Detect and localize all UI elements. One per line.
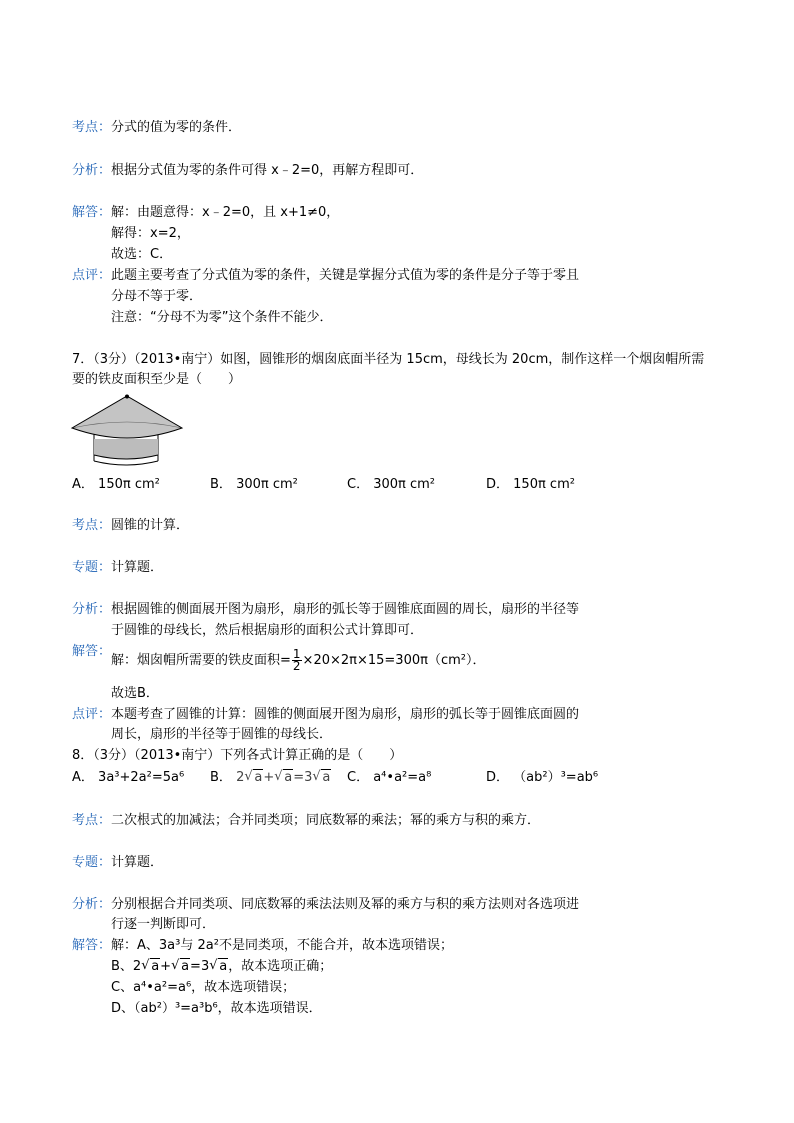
radicand: a bbox=[254, 770, 263, 785]
option-letter: B． bbox=[210, 770, 232, 785]
option-value: 150π cm² bbox=[98, 477, 160, 492]
fenxi-line: 根据圆锥的侧面展开图为扇形，扇形的弧长等于圆锥底面圆的周长，扇形的半径等 bbox=[111, 602, 580, 617]
q8-jieda-line3: C、a⁴•a²=a⁶，故本选项错误； bbox=[111, 980, 296, 995]
zhuanti-label: 专题： bbox=[72, 855, 112, 870]
plus: + bbox=[160, 959, 172, 974]
jieda-suffix: ×20×2π×15=300π（cm²）． bbox=[302, 653, 486, 668]
q8-fenxi bbox=[72, 896, 579, 914]
jieda-prefix: 解：烟囱帽所需要的铁皮面积= bbox=[111, 653, 291, 668]
jieda-label: 解答： bbox=[72, 938, 112, 953]
option-letter: C． bbox=[347, 477, 370, 492]
plus: + bbox=[263, 770, 275, 785]
radicand: a bbox=[151, 959, 160, 974]
jieda-label: 解答： bbox=[72, 205, 112, 220]
q8-fenxi-line2: 行逐一判断即可． bbox=[111, 917, 216, 932]
option-letter: C． bbox=[347, 770, 370, 785]
q7-option-d[interactable] bbox=[486, 476, 575, 494]
sqrt-symbol bbox=[312, 769, 331, 787]
option-b-expression bbox=[236, 770, 331, 785]
q6-fenxi bbox=[72, 162, 423, 180]
q8-jieda bbox=[72, 937, 453, 955]
option-letter: A． bbox=[72, 770, 94, 785]
option-value: （ab²）³=ab⁶ bbox=[513, 770, 599, 785]
q7-dianping-line2: 周长，扇形的半径等于圆锥的母线长． bbox=[111, 727, 333, 742]
sqrt-symbol bbox=[141, 958, 160, 976]
jieda-label: 解答： bbox=[72, 644, 112, 659]
q6-jieda bbox=[72, 204, 339, 222]
q8-option-c[interactable] bbox=[347, 769, 431, 787]
fraction-denominator: 2 bbox=[292, 659, 301, 673]
kaodian-label: 考点： bbox=[72, 120, 112, 135]
q7-jieda-line2: 故选B． bbox=[111, 686, 159, 701]
option-value: 150π cm² bbox=[513, 477, 575, 492]
q7-jieda-label bbox=[72, 643, 111, 661]
kaodian-text: 圆锥的计算． bbox=[111, 518, 190, 533]
kaodian-label: 考点： bbox=[72, 813, 112, 828]
q7-stem-line1: 7．（3分）（2013•南宁）如图，圆锥形的烟囱底面半径为 15cm，母线长为 20cm，制作这样一个烟囱帽所需 bbox=[72, 352, 705, 367]
jieda-line: 解：A、3a³与 2a²不是同类项，不能合并，故本选项错误； bbox=[111, 938, 453, 953]
q7-stem-line2: 要的铁皮面积至少是（ ） bbox=[72, 372, 242, 387]
sqrt-symbol bbox=[171, 958, 190, 976]
q7-fenxi-line2: 于圆锥的母线长，然后根据扇形的面积公式计算即可． bbox=[111, 623, 424, 638]
radicand: a bbox=[219, 959, 228, 974]
q6-jieda-line3: 故选：C． bbox=[111, 247, 173, 262]
radicand: a bbox=[181, 959, 190, 974]
dianping-label: 点评： bbox=[72, 707, 112, 722]
option-value: 300π cm² bbox=[236, 477, 298, 492]
option-letter: B． bbox=[210, 477, 232, 492]
q6-dianping-line3: 注意：“分母不为零”这个条件不能少． bbox=[111, 310, 333, 325]
q7-kaodian bbox=[72, 517, 189, 535]
kaodian-label: 考点： bbox=[72, 518, 112, 533]
q8-option-b[interactable] bbox=[210, 769, 331, 787]
q8-jieda-line4: D、（ab²）³=a³b⁶，故本选项错误． bbox=[111, 1001, 322, 1016]
q8-jieda-line2 bbox=[111, 958, 332, 976]
fenxi-label: 分析： bbox=[72, 163, 112, 178]
option-value: 300π cm² bbox=[373, 477, 436, 492]
equals-three: =3 bbox=[293, 770, 313, 785]
q8-option-d[interactable] bbox=[486, 769, 598, 787]
fenxi-label: 分析： bbox=[72, 602, 112, 617]
option-value: 3a³+2a²=5a⁶ bbox=[98, 770, 185, 785]
jieda-b-suffix: ，故本选项正确； bbox=[228, 959, 333, 974]
kaodian-text: 分式的值为零的条件． bbox=[111, 120, 242, 135]
dianping-line: 此题主要考查了分式值为零的条件，关键是掌握分式值为零的条件是分子等于零且 bbox=[111, 268, 580, 283]
q7-jieda-formula bbox=[111, 649, 485, 672]
option-value: a⁴•a²=a⁸ bbox=[373, 770, 432, 785]
fenxi-text: 根据分式值为零的条件可得 x﹣2=0，再解方程即可． bbox=[111, 163, 424, 178]
q7-fenxi bbox=[72, 601, 579, 619]
fenxi-line: 分别根据合并同类项、同底数幂的乘法法则及幂的乘方与积的乘方法则对各选项进 bbox=[111, 897, 580, 912]
q8-stem: 8．（3分）（2013•南宁）下列各式计算正确的是（ ） bbox=[72, 748, 403, 763]
zhuanti-text: 计算题． bbox=[111, 560, 164, 575]
q6-jieda-line2: 解得：x=2， bbox=[111, 226, 190, 241]
fenxi-label: 分析： bbox=[72, 897, 112, 912]
jieda-b-prefix: B、2 bbox=[111, 959, 142, 974]
q6-dianping bbox=[72, 267, 579, 285]
q8-option-a[interactable] bbox=[72, 769, 184, 787]
option-letter: D． bbox=[486, 770, 510, 785]
chimney-cone bbox=[72, 395, 182, 439]
zhuanti-label: 专题： bbox=[72, 560, 112, 575]
q7-option-a[interactable] bbox=[72, 476, 160, 494]
dianping-label: 点评： bbox=[72, 268, 112, 283]
q8-kaodian bbox=[72, 812, 540, 830]
chimney-cap-figure bbox=[70, 394, 186, 468]
q7-option-c[interactable] bbox=[347, 476, 435, 494]
dianping-line: 本题考查了圆锥的计算：圆锥的侧面展开图为扇形，扇形的弧长等于圆锥底面圆的 bbox=[111, 707, 580, 722]
coefficient: 2 bbox=[236, 770, 245, 785]
fraction-half bbox=[292, 649, 302, 672]
q7-zhuanti bbox=[72, 559, 163, 577]
q8-zhuanti bbox=[72, 854, 163, 872]
radicand: a bbox=[322, 770, 331, 785]
sqrt-symbol bbox=[244, 769, 263, 787]
zhuanti-text: 计算题． bbox=[111, 855, 164, 870]
jieda-line: 解：由题意得：x﹣2=0，且 x+1≠0， bbox=[111, 205, 340, 220]
q6-dianping-line2: 分母不等于零． bbox=[111, 289, 203, 304]
equals-three: =3 bbox=[190, 959, 210, 974]
sqrt-symbol bbox=[209, 958, 228, 976]
q7-dianping bbox=[72, 706, 579, 724]
fraction-numerator: 1 bbox=[292, 647, 301, 661]
kaodian-text: 二次根式的加减法；合并同类项；同底数幂的乘法；幂的乘方与积的乘方． bbox=[111, 813, 541, 828]
option-letter: A． bbox=[72, 477, 94, 492]
q7-option-b[interactable] bbox=[210, 476, 298, 494]
radicand: a bbox=[284, 770, 293, 785]
sqrt-symbol bbox=[274, 769, 293, 787]
q6-kaodian bbox=[72, 119, 241, 137]
option-letter: D． bbox=[486, 477, 510, 492]
